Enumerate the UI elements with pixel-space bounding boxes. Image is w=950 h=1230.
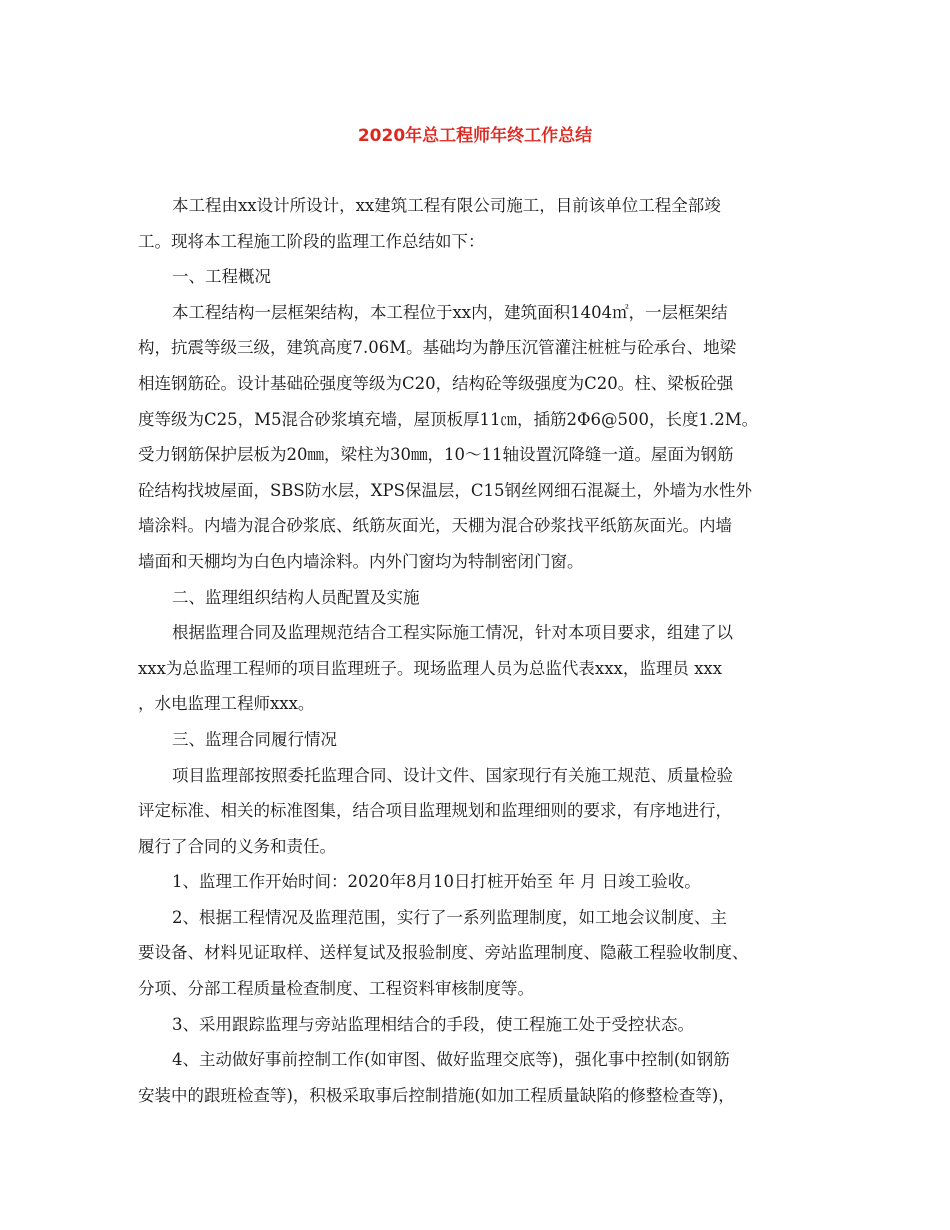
text-line: 工。现将本工程施工阶段的监理工作总结如下： xyxy=(138,231,485,251)
text-line: 本工程由xx设计所设计，xx建筑工程有限公司施工，目前该单位工程全部竣 xyxy=(172,196,721,215)
text-line: 砼结构找坡屋面，SBS防水层，XPS保温层，C15钢丝网细石混凝土，外墙为水性外 xyxy=(138,480,753,500)
text-line: 墙面和天棚均为白色内墙涂料。内外门窗均为特制密闭门窗。 xyxy=(138,551,584,571)
section-heading: 三、监理合同履行情况 xyxy=(172,729,337,749)
text-line: 安装中的跟班检查等)，积极采取事后控制措施(如加工程质量缺陷的修整检查等)， xyxy=(138,1085,735,1105)
list-item: 3、采用跟踪监理与旁站监理相结合的手段，使工程施工处于受控状态。 xyxy=(172,1014,694,1034)
text-line: 墙涂料。内墙为混合砂浆底、纸筋灰面光，天棚为混合砂浆找平纸筋灰面光。内墙 xyxy=(138,516,732,536)
text-line: 根据监理合同及监理规范结合工程实际施工情况，针对本项目要求，组建了以 xyxy=(172,623,733,643)
text-line: 评定标准、相关的标准图集，结合项目监理规划和监理细则的要求，有序地进行， xyxy=(138,801,732,821)
text-line: xxx为总监理工程师的项目监理班子。现场监理人员为总监代表xxx，监理员 xxx xyxy=(138,658,722,678)
list-item: 4、主动做好事前控制工作(如审图、做好监理交底等)，强化事中控制(如钢筋 xyxy=(172,1050,730,1070)
list-item: 2、根据工程情况及监理范围，实行了一系列监理制度，如工地会议制度、主 xyxy=(172,907,727,927)
text-line: 履行了合同的义务和责任。 xyxy=(138,836,336,856)
text-line: 受力钢筋保护层板为20㎜，梁柱为30㎜，10～11轴设置沉降缝一道。屋面为钢筋 xyxy=(138,445,734,465)
list-item: 1、监理工作开始时间：2020年8月10日打桩开始至 年 月 日竣工验收。 xyxy=(172,872,701,892)
text-line: 分项、分部工程质量检查制度、工程资料审核制度等。 xyxy=(138,979,534,999)
text-line: 项目监理部按照委托监理合同、设计文件、国家现行有关施工规范、质量检验 xyxy=(172,765,733,785)
text-line: 相连钢筋砼。设计基础砼强度等级为C20，结构砼等级强度为C20。柱、梁板砼强 xyxy=(138,373,734,393)
text-line: 本工程结构一层框架结构，本工程位于xx内，建筑面积1404㎡，一层框架结 xyxy=(172,302,728,322)
section-heading: 二、监理组织结构人员配置及实施 xyxy=(172,587,420,607)
section-heading: 一、工程概况 xyxy=(172,267,271,287)
text-line: 要设备、材料见证取样、送样复试及报验制度、旁站监理制度、隐蔽工程验收制度、 xyxy=(138,943,749,963)
text-line: 度等级为C25，M5混合砂浆填充墙，屋顶板厚11㎝，插筋2Φ6@500，长度1.2M。 xyxy=(138,409,759,429)
text-line: 构，抗震等级三级，建筑高度7.06M。基础均为静压沉管灌注桩桩与砼承台、地梁 xyxy=(138,338,737,358)
document-body xyxy=(138,188,814,1113)
text-line: ，水电监理工程师xxx。 xyxy=(138,694,315,714)
document-title: 2020年总工程师年终工作总结 xyxy=(357,126,593,146)
